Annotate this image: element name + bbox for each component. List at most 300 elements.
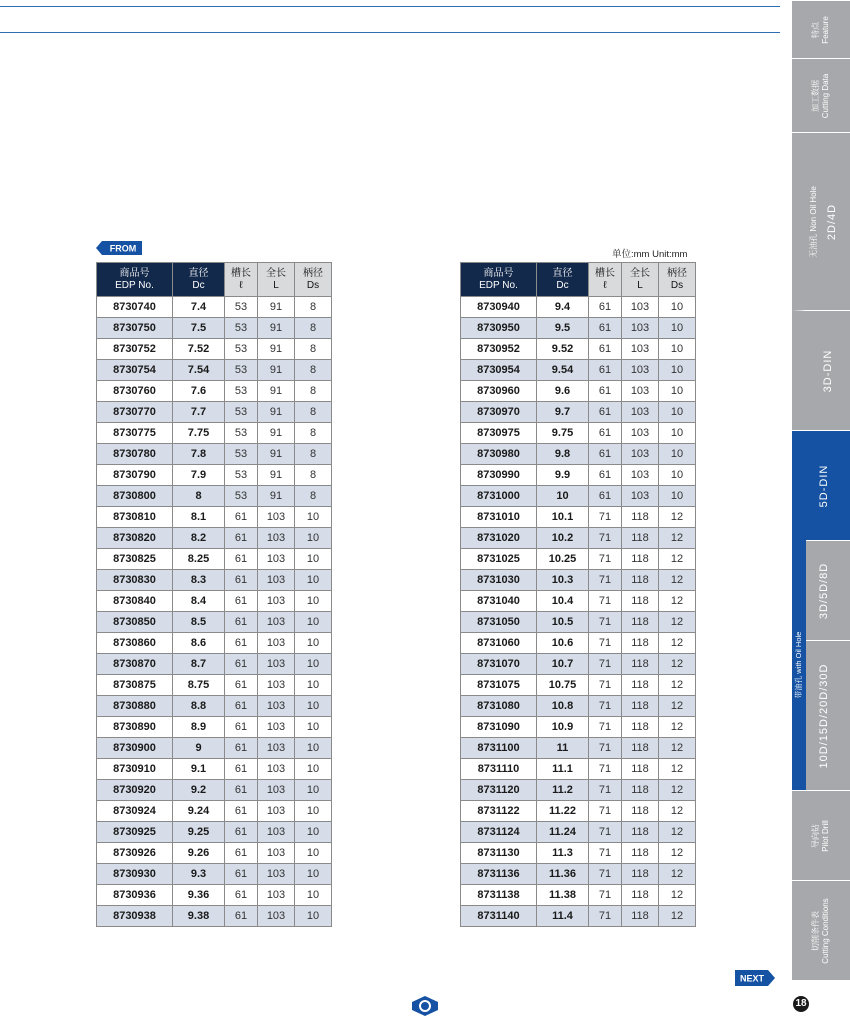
edp-cell: 8730850 bbox=[97, 612, 173, 633]
table-row bbox=[97, 864, 332, 885]
shank-diameter-cell: 12 bbox=[659, 780, 696, 801]
flute-length-cell: 61 bbox=[225, 570, 258, 591]
overall-length-cell: 91 bbox=[258, 486, 295, 507]
flute-length-cell: 61 bbox=[225, 549, 258, 570]
flute-length-cell: 61 bbox=[589, 486, 622, 507]
diameter-cell: 8.25 bbox=[173, 549, 225, 570]
diameter-cell: 9.8 bbox=[537, 444, 589, 465]
flute-length-cell: 61 bbox=[589, 381, 622, 402]
diameter-cell: 9.54 bbox=[537, 360, 589, 381]
column-header-en: ℓ bbox=[239, 279, 243, 291]
edp-cell: 8730780 bbox=[97, 444, 173, 465]
edp-cell: 8730790 bbox=[97, 465, 173, 486]
table-row bbox=[461, 843, 696, 864]
shank-diameter-cell: 8 bbox=[295, 486, 332, 507]
oil-hole-group-bar bbox=[792, 540, 806, 790]
edp-cell: 8730810 bbox=[97, 507, 173, 528]
next-label: NEXT bbox=[739, 973, 765, 984]
flute-length-cell: 71 bbox=[589, 675, 622, 696]
flute-length-cell: 71 bbox=[589, 696, 622, 717]
diameter-cell: 8.3 bbox=[173, 570, 225, 591]
shank-diameter-cell: 10 bbox=[295, 591, 332, 612]
flute-length-cell: 61 bbox=[225, 864, 258, 885]
shank-diameter-cell: 12 bbox=[659, 822, 696, 843]
table-row bbox=[97, 465, 332, 486]
shank-diameter-cell: 12 bbox=[659, 696, 696, 717]
shank-diameter-cell: 10 bbox=[295, 759, 332, 780]
diameter-cell: 7.5 bbox=[173, 318, 225, 339]
table-row bbox=[97, 675, 332, 696]
diameter-cell: 8.4 bbox=[173, 591, 225, 612]
shank-diameter-cell: 12 bbox=[659, 612, 696, 633]
overall-length-cell: 103 bbox=[622, 402, 659, 423]
shank-diameter-cell: 10 bbox=[295, 696, 332, 717]
table-row bbox=[97, 633, 332, 654]
flute-length-cell: 71 bbox=[589, 822, 622, 843]
table-row bbox=[461, 570, 696, 591]
overall-length-cell: 91 bbox=[258, 465, 295, 486]
column-header-en: EDP No. bbox=[479, 279, 518, 291]
flute-length-cell: 61 bbox=[589, 402, 622, 423]
tab-cutting-data-cn: 加工数据 bbox=[811, 79, 820, 112]
flute-length-cell: 71 bbox=[589, 570, 622, 591]
shank-diameter-cell: 10 bbox=[295, 528, 332, 549]
edp-cell: 8730860 bbox=[97, 633, 173, 654]
tab-3d-din-label: 3D-DIN bbox=[822, 349, 834, 392]
edp-cell: 8730980 bbox=[461, 444, 537, 465]
table-row bbox=[461, 801, 696, 822]
flute-length-cell: 61 bbox=[225, 717, 258, 738]
non-oil-en: Non Oil Hole bbox=[809, 185, 818, 232]
tab-cutting-conditions[interactable] bbox=[792, 880, 850, 980]
table-row bbox=[97, 570, 332, 591]
shank-diameter-cell: 12 bbox=[659, 738, 696, 759]
flute-length-cell: 61 bbox=[589, 444, 622, 465]
flute-length-cell: 71 bbox=[589, 717, 622, 738]
overall-length-cell: 103 bbox=[622, 297, 659, 318]
edp-cell: 8731060 bbox=[461, 633, 537, 654]
diameter-cell: 11.38 bbox=[537, 885, 589, 906]
table-row bbox=[97, 507, 332, 528]
edp-cell: 8730830 bbox=[97, 570, 173, 591]
column-header-en: Dc bbox=[192, 279, 205, 291]
column-header bbox=[173, 263, 225, 297]
edp-cell: 8730754 bbox=[97, 360, 173, 381]
column-header bbox=[461, 263, 537, 297]
shank-diameter-cell: 8 bbox=[295, 297, 332, 318]
flute-length-cell: 61 bbox=[225, 633, 258, 654]
shank-diameter-cell: 8 bbox=[295, 423, 332, 444]
overall-length-cell: 103 bbox=[622, 444, 659, 465]
flute-length-cell: 71 bbox=[589, 801, 622, 822]
diameter-cell: 8.1 bbox=[173, 507, 225, 528]
table-row bbox=[97, 738, 332, 759]
overall-length-cell: 118 bbox=[622, 570, 659, 591]
table-row bbox=[461, 465, 696, 486]
diameter-cell: 9.24 bbox=[173, 801, 225, 822]
oil-hole-en: with Oil Hole bbox=[794, 631, 803, 674]
flute-length-cell: 61 bbox=[225, 738, 258, 759]
flute-length-cell: 61 bbox=[225, 528, 258, 549]
shank-diameter-cell: 10 bbox=[659, 486, 696, 507]
diameter-cell: 7.75 bbox=[173, 423, 225, 444]
tab-cutting-conditions-en: Cutting Conditions bbox=[821, 897, 830, 964]
diameter-cell: 11.1 bbox=[537, 759, 589, 780]
diameter-cell: 7.52 bbox=[173, 339, 225, 360]
table-row bbox=[97, 318, 332, 339]
edp-cell: 8730990 bbox=[461, 465, 537, 486]
overall-length-cell: 103 bbox=[258, 675, 295, 696]
edp-cell: 8730870 bbox=[97, 654, 173, 675]
section-sidebar bbox=[792, 0, 850, 1021]
tab-3d-din[interactable] bbox=[792, 310, 850, 430]
edp-cell: 8731100 bbox=[461, 738, 537, 759]
shank-diameter-cell: 12 bbox=[659, 717, 696, 738]
shank-diameter-cell: 10 bbox=[295, 801, 332, 822]
edp-cell: 8730975 bbox=[461, 423, 537, 444]
edp-cell: 8731000 bbox=[461, 486, 537, 507]
flute-length-cell: 71 bbox=[589, 528, 622, 549]
overall-length-cell: 118 bbox=[622, 822, 659, 843]
flute-length-cell: 61 bbox=[225, 507, 258, 528]
table-row bbox=[461, 675, 696, 696]
table-row bbox=[97, 759, 332, 780]
table-row bbox=[97, 591, 332, 612]
edp-cell: 8730925 bbox=[97, 822, 173, 843]
table-row bbox=[97, 444, 332, 465]
column-header bbox=[659, 263, 696, 297]
column-header-en: EDP No. bbox=[115, 279, 154, 291]
table-row bbox=[97, 360, 332, 381]
table-row bbox=[461, 654, 696, 675]
diameter-cell: 8.2 bbox=[173, 528, 225, 549]
table-row bbox=[97, 906, 332, 927]
overall-length-cell: 91 bbox=[258, 381, 295, 402]
overall-length-cell: 118 bbox=[622, 696, 659, 717]
overall-length-cell: 103 bbox=[258, 528, 295, 549]
column-header-cn: 柄径 bbox=[667, 267, 687, 279]
flute-length-cell: 61 bbox=[589, 360, 622, 381]
shank-diameter-cell: 8 bbox=[295, 444, 332, 465]
overall-length-cell: 103 bbox=[258, 759, 295, 780]
diameter-cell: 7.7 bbox=[173, 402, 225, 423]
overall-length-cell: 103 bbox=[622, 465, 659, 486]
diameter-cell: 9.3 bbox=[173, 864, 225, 885]
table-row bbox=[97, 423, 332, 444]
page-number: 18 bbox=[793, 996, 809, 1012]
edp-cell: 8730920 bbox=[97, 780, 173, 801]
column-header-en: ℓ bbox=[603, 279, 607, 291]
column-header-cn: 柄径 bbox=[303, 267, 323, 279]
tab-5d-din[interactable] bbox=[792, 430, 850, 540]
tab-pilot-drill-cn: 导向钻 bbox=[811, 823, 820, 848]
table-row bbox=[97, 549, 332, 570]
shank-diameter-cell: 10 bbox=[659, 423, 696, 444]
flute-length-cell: 53 bbox=[225, 297, 258, 318]
flute-length-cell: 53 bbox=[225, 402, 258, 423]
table-row bbox=[97, 822, 332, 843]
table-row bbox=[461, 591, 696, 612]
flute-length-cell: 61 bbox=[225, 885, 258, 906]
spec-table-left bbox=[96, 262, 332, 927]
brand-logo-icon bbox=[412, 996, 438, 1016]
diameter-cell: 9.25 bbox=[173, 822, 225, 843]
overall-length-cell: 103 bbox=[258, 717, 295, 738]
flute-length-cell: 53 bbox=[225, 318, 258, 339]
table-row bbox=[97, 717, 332, 738]
tab-pilot-drill-en: Pilot Drill bbox=[821, 819, 830, 852]
tab-cutting-data[interactable] bbox=[792, 58, 850, 132]
column-header-en: L bbox=[273, 279, 279, 291]
flute-length-cell: 61 bbox=[225, 696, 258, 717]
table-row bbox=[97, 486, 332, 507]
edp-cell: 8731122 bbox=[461, 801, 537, 822]
next-button[interactable] bbox=[735, 970, 775, 986]
edp-cell: 8731050 bbox=[461, 612, 537, 633]
flute-length-cell: 71 bbox=[589, 507, 622, 528]
edp-cell: 8730760 bbox=[97, 381, 173, 402]
column-header-en: Dc bbox=[556, 279, 569, 291]
table-row bbox=[461, 486, 696, 507]
shank-diameter-cell: 10 bbox=[295, 633, 332, 654]
overall-length-cell: 103 bbox=[258, 612, 295, 633]
edp-cell: 8731120 bbox=[461, 780, 537, 801]
column-header bbox=[589, 263, 622, 297]
flute-length-cell: 61 bbox=[225, 591, 258, 612]
diameter-cell: 9.36 bbox=[173, 885, 225, 906]
flute-length-cell: 71 bbox=[589, 654, 622, 675]
diameter-cell: 11.3 bbox=[537, 843, 589, 864]
tab-feature[interactable] bbox=[792, 0, 850, 58]
shank-diameter-cell: 10 bbox=[659, 444, 696, 465]
flute-length-cell: 71 bbox=[589, 759, 622, 780]
table-row bbox=[461, 297, 696, 318]
flute-length-cell: 61 bbox=[589, 318, 622, 339]
edp-cell: 8731010 bbox=[461, 507, 537, 528]
overall-length-cell: 118 bbox=[622, 591, 659, 612]
tab-cutting-data-en: Cutting Data bbox=[821, 73, 830, 118]
shank-diameter-cell: 10 bbox=[295, 612, 332, 633]
table-row bbox=[461, 906, 696, 927]
from-label: FROM bbox=[109, 243, 137, 254]
shank-diameter-cell: 10 bbox=[295, 549, 332, 570]
diameter-cell: 9.38 bbox=[173, 906, 225, 927]
edp-cell: 8730910 bbox=[97, 759, 173, 780]
column-header-cn: 槽长 bbox=[595, 267, 615, 279]
edp-cell: 8731075 bbox=[461, 675, 537, 696]
flute-length-cell: 61 bbox=[225, 801, 258, 822]
column-header-cn: 全长 bbox=[266, 267, 286, 279]
edp-cell: 8730770 bbox=[97, 402, 173, 423]
shank-diameter-cell: 12 bbox=[659, 885, 696, 906]
flute-length-cell: 71 bbox=[589, 633, 622, 654]
column-header bbox=[225, 263, 258, 297]
overall-length-cell: 103 bbox=[258, 654, 295, 675]
diameter-cell: 7.54 bbox=[173, 360, 225, 381]
edp-cell: 8731040 bbox=[461, 591, 537, 612]
flute-length-cell: 53 bbox=[225, 444, 258, 465]
flute-length-cell: 71 bbox=[589, 591, 622, 612]
overall-length-cell: 103 bbox=[258, 780, 295, 801]
overall-length-cell: 91 bbox=[258, 360, 295, 381]
overall-length-cell: 118 bbox=[622, 801, 659, 822]
diameter-cell: 8.75 bbox=[173, 675, 225, 696]
table-row bbox=[461, 612, 696, 633]
diameter-cell: 9.5 bbox=[537, 318, 589, 339]
edp-cell: 8730840 bbox=[97, 591, 173, 612]
flute-length-cell: 53 bbox=[225, 423, 258, 444]
table-row bbox=[97, 801, 332, 822]
edp-cell: 8730890 bbox=[97, 717, 173, 738]
column-header-en: L bbox=[637, 279, 643, 291]
diameter-cell: 8.6 bbox=[173, 633, 225, 654]
column-header-en: Ds bbox=[670, 279, 684, 291]
edp-cell: 8731136 bbox=[461, 864, 537, 885]
flute-length-cell: 71 bbox=[589, 906, 622, 927]
flute-length-cell: 53 bbox=[225, 486, 258, 507]
overall-length-cell: 118 bbox=[622, 612, 659, 633]
overall-length-cell: 103 bbox=[258, 549, 295, 570]
shank-diameter-cell: 8 bbox=[295, 339, 332, 360]
tab-feature-cn: 特点 bbox=[811, 21, 820, 38]
overall-length-cell: 103 bbox=[258, 864, 295, 885]
flute-length-cell: 61 bbox=[225, 822, 258, 843]
diameter-cell: 7.4 bbox=[173, 297, 225, 318]
diameter-cell: 9.52 bbox=[537, 339, 589, 360]
flute-length-cell: 61 bbox=[225, 654, 258, 675]
shank-diameter-cell: 10 bbox=[659, 381, 696, 402]
flute-length-cell: 71 bbox=[589, 549, 622, 570]
table-row bbox=[461, 528, 696, 549]
table-row bbox=[461, 549, 696, 570]
table-row bbox=[97, 696, 332, 717]
shank-diameter-cell: 10 bbox=[295, 717, 332, 738]
diameter-cell: 9.4 bbox=[537, 297, 589, 318]
overall-length-cell: 103 bbox=[258, 843, 295, 864]
diameter-cell: 8.7 bbox=[173, 654, 225, 675]
overall-length-cell: 118 bbox=[622, 885, 659, 906]
flute-length-cell: 61 bbox=[225, 675, 258, 696]
shank-diameter-cell: 10 bbox=[659, 339, 696, 360]
table-row bbox=[461, 780, 696, 801]
table-row bbox=[461, 696, 696, 717]
table-row bbox=[97, 780, 332, 801]
overall-length-cell: 103 bbox=[622, 423, 659, 444]
shank-diameter-cell: 12 bbox=[659, 654, 696, 675]
flute-length-cell: 61 bbox=[589, 423, 622, 444]
overall-length-cell: 118 bbox=[622, 780, 659, 801]
table-row bbox=[461, 864, 696, 885]
table-row bbox=[97, 381, 332, 402]
diameter-cell: 10.75 bbox=[537, 675, 589, 696]
oil-hole-cn: 带油孔 bbox=[794, 675, 803, 699]
edp-cell: 8730740 bbox=[97, 297, 173, 318]
edp-cell: 8731138 bbox=[461, 885, 537, 906]
diameter-cell: 11.24 bbox=[537, 822, 589, 843]
flute-length-cell: 71 bbox=[589, 780, 622, 801]
shank-diameter-cell: 10 bbox=[295, 507, 332, 528]
diameter-cell: 10.7 bbox=[537, 654, 589, 675]
tab-2d-4d: 2D/4D bbox=[826, 203, 838, 240]
table-row bbox=[461, 444, 696, 465]
diameter-cell: 9.26 bbox=[173, 843, 225, 864]
flute-length-cell: 71 bbox=[589, 843, 622, 864]
flute-length-cell: 71 bbox=[589, 885, 622, 906]
overall-length-cell: 103 bbox=[258, 591, 295, 612]
overall-length-cell: 103 bbox=[258, 570, 295, 591]
table-header-row bbox=[461, 263, 696, 297]
table-row bbox=[461, 759, 696, 780]
table-row bbox=[97, 339, 332, 360]
diameter-cell: 10.2 bbox=[537, 528, 589, 549]
overall-length-cell: 118 bbox=[622, 675, 659, 696]
diameter-cell: 11 bbox=[537, 738, 589, 759]
table-row bbox=[461, 360, 696, 381]
overall-length-cell: 118 bbox=[622, 549, 659, 570]
tab-5d-din-label: 5D-DIN bbox=[818, 464, 830, 507]
overall-length-cell: 118 bbox=[622, 906, 659, 927]
shank-diameter-cell: 12 bbox=[659, 759, 696, 780]
overall-length-cell: 118 bbox=[622, 843, 659, 864]
diameter-cell: 10.6 bbox=[537, 633, 589, 654]
diameter-cell: 8.5 bbox=[173, 612, 225, 633]
column-header-en: Ds bbox=[306, 279, 320, 291]
shank-diameter-cell: 10 bbox=[295, 780, 332, 801]
edp-cell: 8730752 bbox=[97, 339, 173, 360]
flute-length-cell: 61 bbox=[225, 906, 258, 927]
overall-length-cell: 91 bbox=[258, 297, 295, 318]
table-row bbox=[461, 318, 696, 339]
diameter-cell: 11.2 bbox=[537, 780, 589, 801]
table-row bbox=[461, 885, 696, 906]
edp-cell: 8731110 bbox=[461, 759, 537, 780]
edp-cell: 8730880 bbox=[97, 696, 173, 717]
flute-length-cell: 61 bbox=[589, 297, 622, 318]
tab-3d-5d-8d-label: 3D/5D/8D bbox=[818, 562, 830, 619]
column-header-cn: 商品号 bbox=[483, 267, 514, 279]
top-rule bbox=[0, 32, 780, 33]
overall-length-cell: 103 bbox=[258, 801, 295, 822]
overall-length-cell: 118 bbox=[622, 738, 659, 759]
edp-cell: 8730800 bbox=[97, 486, 173, 507]
edp-cell: 8730930 bbox=[97, 864, 173, 885]
shank-diameter-cell: 8 bbox=[295, 381, 332, 402]
shank-diameter-cell: 12 bbox=[659, 507, 696, 528]
tab-non-oil-hole[interactable] bbox=[792, 132, 850, 310]
diameter-cell: 9.6 bbox=[537, 381, 589, 402]
flute-length-cell: 61 bbox=[589, 339, 622, 360]
diameter-cell: 9.2 bbox=[173, 780, 225, 801]
shank-diameter-cell: 12 bbox=[659, 843, 696, 864]
table-row bbox=[97, 402, 332, 423]
overall-length-cell: 103 bbox=[258, 738, 295, 759]
flute-length-cell: 53 bbox=[225, 360, 258, 381]
overall-length-cell: 91 bbox=[258, 423, 295, 444]
top-rule bbox=[0, 6, 780, 7]
diameter-cell: 10.4 bbox=[537, 591, 589, 612]
table-row bbox=[97, 612, 332, 633]
tab-pilot-drill[interactable] bbox=[792, 790, 850, 880]
overall-length-cell: 103 bbox=[258, 633, 295, 654]
edp-cell: 8731080 bbox=[461, 696, 537, 717]
edp-cell: 8731070 bbox=[461, 654, 537, 675]
diameter-cell: 7.6 bbox=[173, 381, 225, 402]
edp-cell: 8730875 bbox=[97, 675, 173, 696]
diameter-cell: 10 bbox=[537, 486, 589, 507]
diameter-cell: 11.36 bbox=[537, 864, 589, 885]
edp-cell: 8730940 bbox=[461, 297, 537, 318]
shank-diameter-cell: 10 bbox=[295, 822, 332, 843]
